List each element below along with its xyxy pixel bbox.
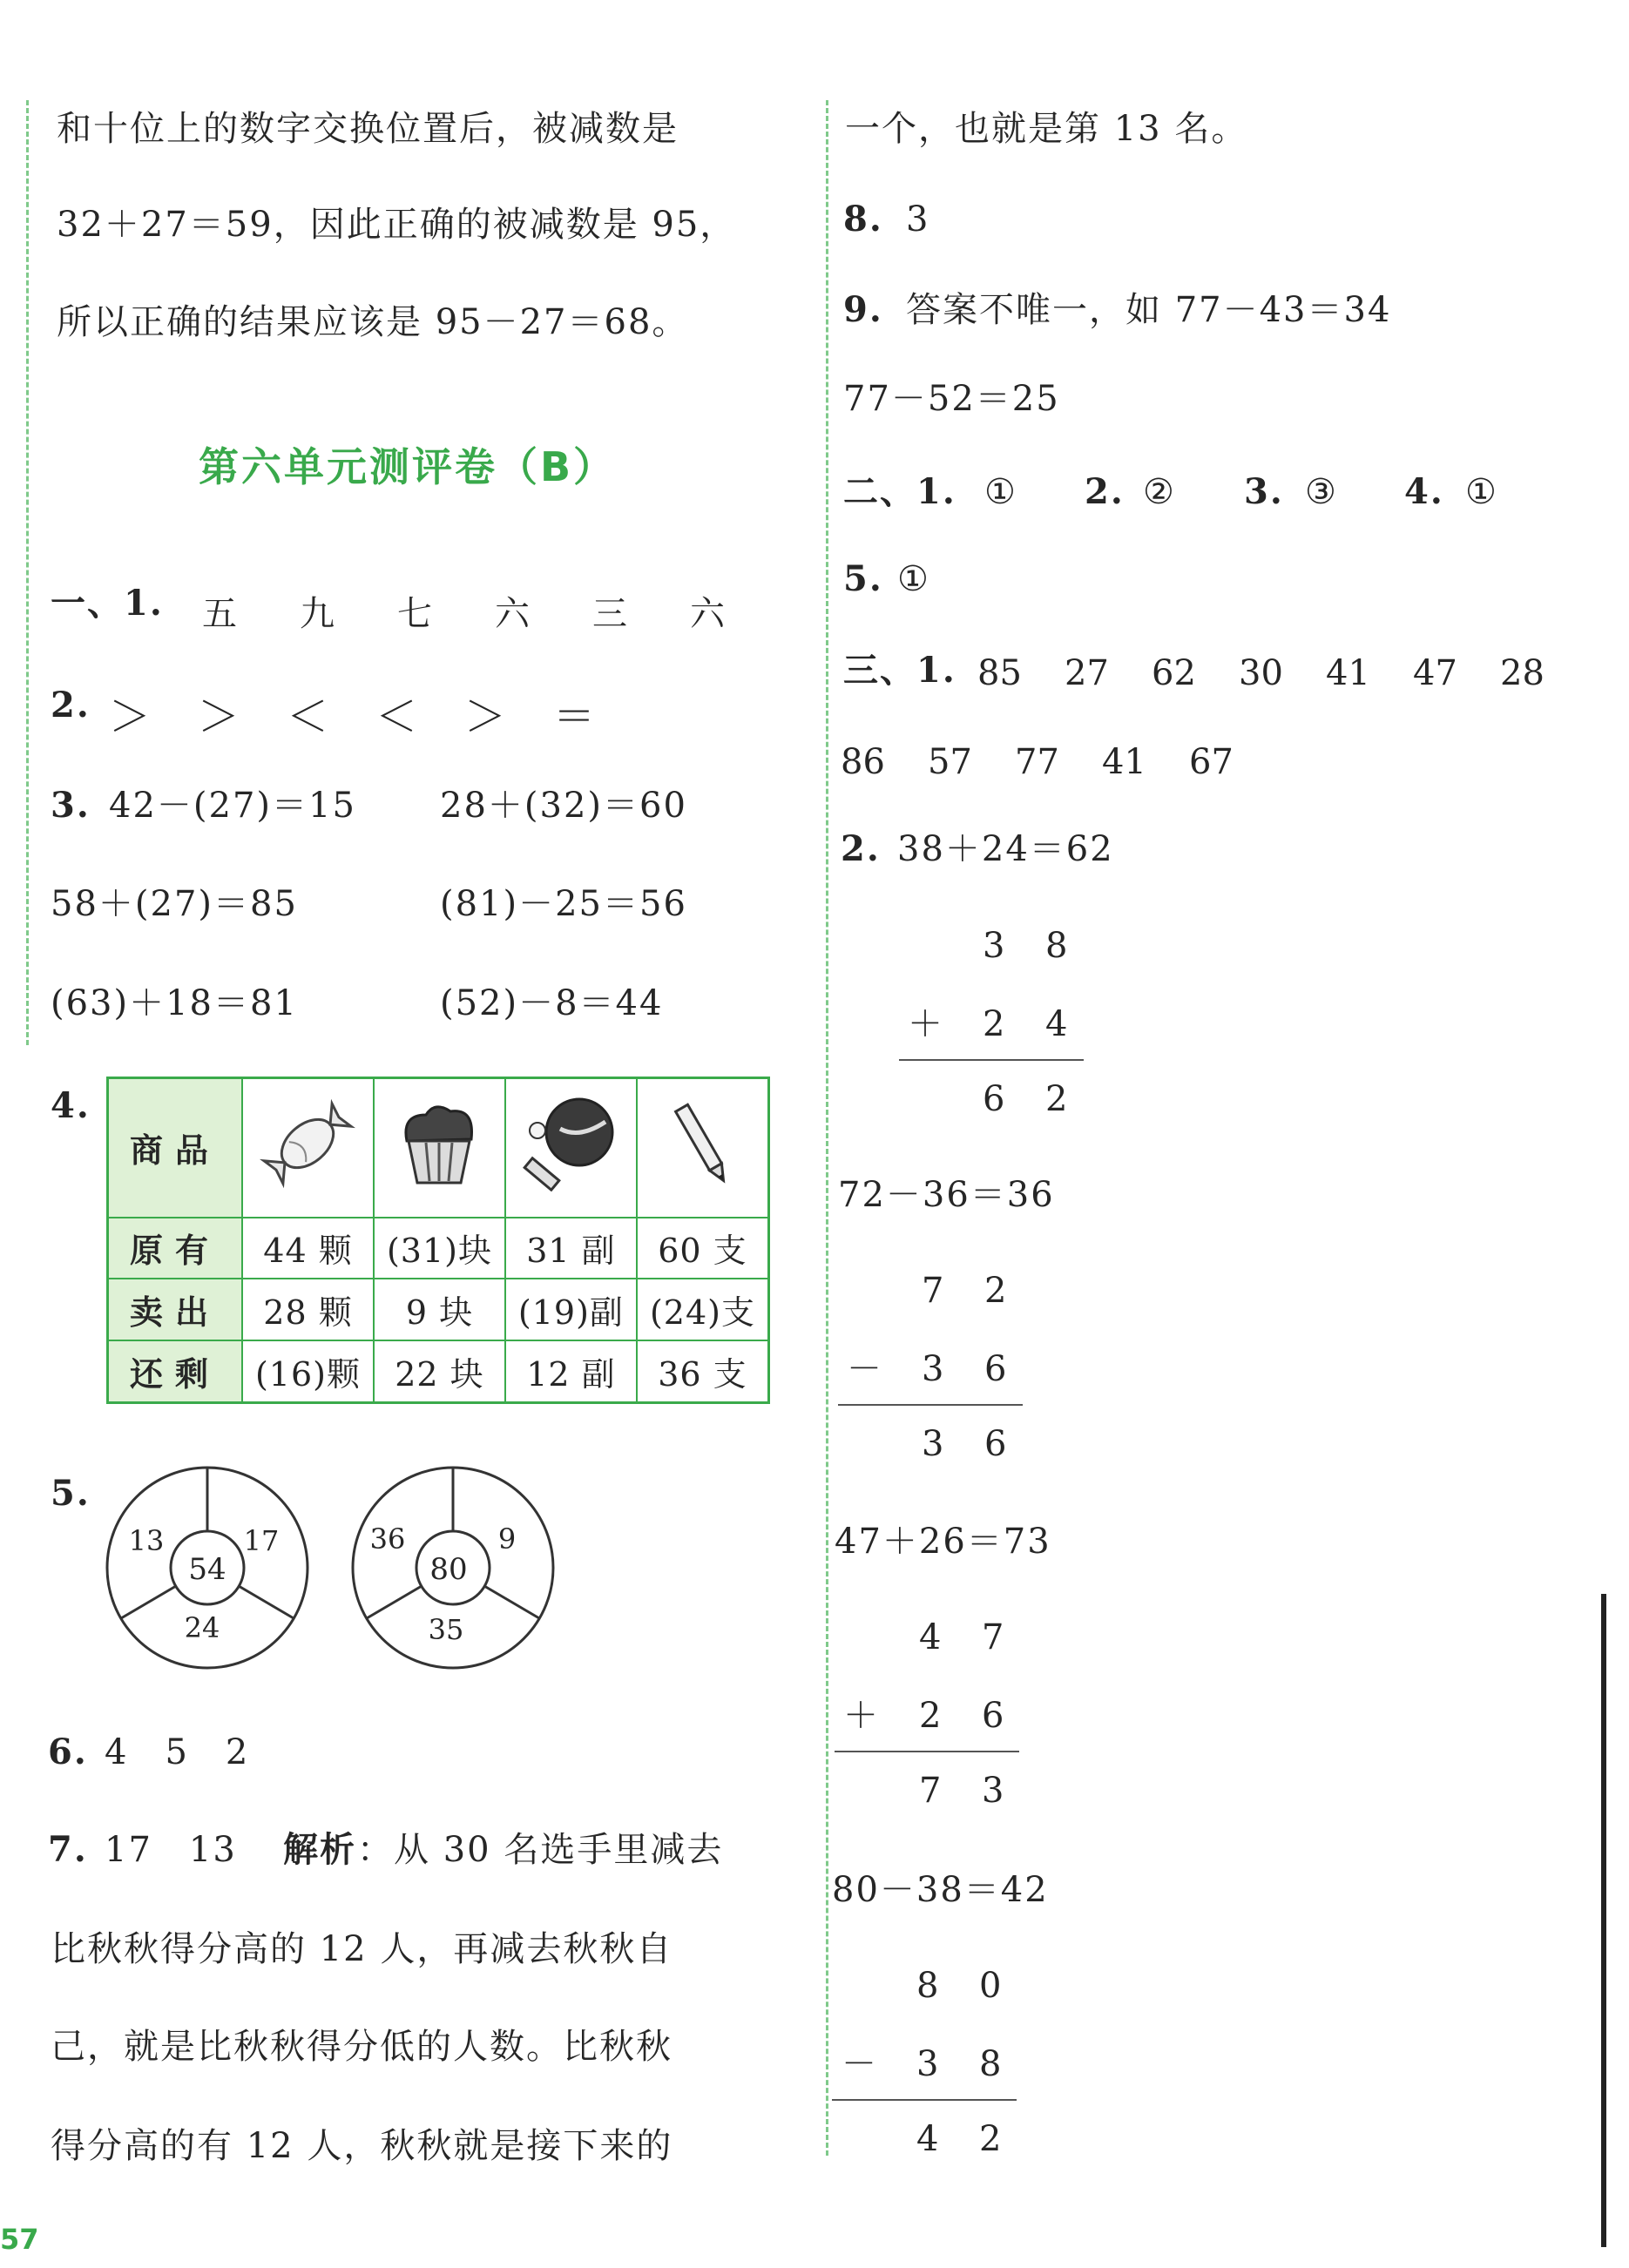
q7-explanation-4: 得分高的有 12 人，秋秋就是接下来的	[51, 2126, 673, 2166]
calc-digit: 2	[1045, 1079, 1068, 1119]
q1-1-answer: 五	[202, 594, 237, 634]
continuation-line: 一个，也就是第 13 名。	[845, 109, 1248, 149]
q3-label: 3.	[51, 785, 91, 826]
table-cell: (16)颗	[242, 1340, 374, 1402]
q3-equation: 28＋(32)＝60	[440, 786, 687, 826]
continuation-line-3: 所以正确的结果应该是 95－27＝68。	[57, 302, 689, 342]
left-margin-rule	[26, 100, 29, 1045]
row-label-sold: 卖出	[108, 1279, 243, 1340]
wheel-center-number: 80	[429, 1552, 468, 1587]
q7-explanation-3: 己，就是比秋秋得分低的人数。比秋秋	[51, 2027, 673, 2067]
choice-answer: ①	[897, 559, 930, 599]
calc-operator: －	[847, 1349, 882, 1389]
q1-1-answer: 六	[495, 594, 530, 634]
sum-answer: 41	[1102, 742, 1146, 782]
calc-digit: 3	[982, 1771, 1004, 1811]
sum-answer: 85	[977, 653, 1022, 693]
wheel-center-number: 54	[188, 1552, 226, 1587]
calc-digit: 4	[916, 2119, 939, 2159]
q7-note-label: 解析	[283, 1830, 356, 1870]
q3-equation: (63)＋18＝81	[51, 983, 298, 1023]
calc-digit: 2	[979, 2119, 1002, 2159]
calc-equation: 38＋24＝62	[897, 829, 1114, 869]
section-title: 第六单元测评卷（B）	[199, 443, 617, 490]
wheel-bottom-number: 24	[184, 1611, 220, 1644]
choice-answer: ②	[1143, 472, 1176, 512]
table-cell: (19)副	[505, 1279, 637, 1340]
s3-label: 三、1.	[843, 650, 956, 691]
q2-answers	[109, 683, 605, 743]
goods-header-cell	[242, 1078, 374, 1218]
table-cell: 28 颗	[242, 1279, 374, 1340]
s2-item-label: 4.	[1404, 471, 1444, 512]
table-cell: 60 支	[637, 1218, 769, 1279]
cupcake-icon	[391, 1096, 487, 1191]
table-cell: 36 支	[637, 1340, 769, 1402]
sum-answer: 86	[841, 742, 885, 782]
s2-label: 二、1.	[843, 471, 956, 512]
q7-label: 7.	[48, 1829, 88, 1870]
q3-equation: 42－(27)＝15	[109, 786, 356, 826]
wheel-left-number: 13	[128, 1524, 165, 1557]
number-wheel-1	[103, 1463, 312, 1672]
calc-operator: －	[842, 2044, 876, 2084]
calc-rule	[832, 2099, 1017, 2101]
choice-answer: ③	[1305, 472, 1338, 512]
wheel-right-number: 17	[243, 1524, 280, 1557]
goods-table	[106, 1077, 770, 1404]
calc-rule	[835, 1751, 1019, 1752]
sum-answer: 28	[1500, 653, 1545, 693]
calc-digit: 2	[984, 1271, 1007, 1311]
calc-digit: 3	[922, 1424, 944, 1464]
choice-answer: ①	[1465, 472, 1498, 512]
q7-answer: 17 13	[105, 1830, 237, 1870]
goods-header-cell	[374, 1078, 505, 1218]
table-cell: 44 颗	[242, 1218, 374, 1279]
q9-answer-2: 77－52＝25	[843, 379, 1060, 419]
sum-answer: 41	[1326, 653, 1370, 693]
calc-digit: 4	[919, 1617, 942, 1657]
calc-digit: 3	[983, 926, 1005, 966]
calc-equation: 47＋26＝73	[835, 1522, 1051, 1562]
candy-icon	[260, 1096, 355, 1191]
wheel-bottom-number: 35	[428, 1613, 464, 1646]
calc-rule	[838, 1404, 1023, 1406]
calc-operator: ＋	[908, 1004, 943, 1044]
s2-item-label: 5.	[843, 558, 883, 599]
q7-explanation-2: 比秋秋得分高的 12 人，再减去秋秋自	[51, 1929, 673, 1969]
table-cell: 31 副	[505, 1218, 637, 1279]
calc-digit: 6	[984, 1349, 1007, 1389]
q3-equation: (52)－8＝44	[440, 983, 664, 1023]
q1-1-answer: 七	[397, 594, 432, 634]
goods-header-cell	[505, 1078, 637, 1218]
comparison-symbol: ＞	[109, 692, 152, 741]
comparison-symbol: ＝	[553, 692, 596, 741]
calc-digit: 8	[979, 2044, 1002, 2084]
continuation-line-2: 32＋27＝59，因此正确的被减数是 95，	[57, 205, 737, 245]
q1-1-answer: 六	[690, 594, 725, 634]
table-cell: 9 块	[374, 1279, 505, 1340]
q4-label: 4.	[51, 1085, 91, 1126]
calc-digit: 3	[922, 1349, 944, 1389]
calc-digit: 4	[1045, 1004, 1068, 1044]
calc-digit: 8	[916, 1966, 939, 2006]
page-number: 57	[0, 2223, 39, 2256]
comparison-symbol: ＞	[198, 692, 240, 741]
calc-equation: 72－36＝36	[838, 1175, 1055, 1215]
sum-answer: 67	[1189, 742, 1234, 782]
q3-equation: 58＋(27)＝85	[51, 884, 298, 924]
s3-row-1	[977, 653, 1552, 693]
s3-2-label: 2.	[841, 828, 881, 869]
q2-label: 2.	[51, 685, 91, 726]
calc-operator: ＋	[843, 1696, 878, 1736]
calc-digit: 8	[1045, 926, 1068, 966]
number-wheel-2	[348, 1463, 558, 1672]
calc-digit: 6	[984, 1424, 1007, 1464]
q9-label: 9.	[843, 289, 883, 330]
s2-item-label: 3.	[1244, 471, 1284, 512]
q6-label: 6.	[48, 1731, 88, 1772]
q1-1-answers	[202, 586, 742, 636]
calc-digit: 2	[919, 1696, 942, 1736]
q8-answer: 3	[906, 199, 930, 240]
goods-header-label: 商品	[108, 1078, 243, 1218]
comparison-symbol: ＜	[287, 692, 329, 741]
wheel-right-number: 9	[497, 1522, 517, 1556]
q1-1-answer: 三	[592, 594, 627, 634]
q8-label: 8.	[843, 199, 883, 240]
calc-digit: 6	[983, 1079, 1005, 1119]
q1-1-answer: 九	[300, 594, 335, 634]
calc-rule	[899, 1059, 1084, 1061]
continuation-line-1: 和十位上的数字交换位置后，被减数是	[57, 109, 679, 149]
comparison-symbol: ＞	[464, 692, 507, 741]
sum-answer: 27	[1065, 653, 1109, 693]
pencil-icon	[659, 1096, 746, 1191]
s2-item-label: 2.	[1085, 471, 1125, 512]
row-label-remaining: 还剩	[108, 1340, 243, 1402]
s3-row-2	[841, 742, 1241, 782]
q1-1-label: 一、1.	[51, 583, 164, 624]
q9-answer: 答案不唯一，如 77－43＝34	[906, 290, 1392, 330]
calc-digit: 3	[916, 2044, 939, 2084]
comparison-symbol: ＜	[375, 692, 418, 741]
q3-equation: (81)－25＝56	[440, 884, 687, 924]
q6-answer: 4 5 2	[105, 1732, 250, 1772]
sum-answer: 62	[1152, 653, 1196, 693]
sum-answer: 47	[1413, 653, 1457, 693]
sum-answer: 30	[1239, 653, 1283, 693]
table-cell: 22 块	[374, 1340, 505, 1402]
ping-pong-paddle-icon	[518, 1096, 623, 1191]
page-edge-shadow	[1601, 1594, 1606, 2247]
column-divider	[826, 100, 828, 2156]
calc-digit: 7	[982, 1617, 1004, 1657]
calc-digit: 0	[979, 1966, 1002, 2006]
calc-digit: 6	[982, 1696, 1004, 1736]
table-cell: (24)支	[637, 1279, 769, 1340]
calc-digit: 7	[919, 1771, 942, 1811]
table-cell: (31)块	[374, 1218, 505, 1279]
sum-answer: 77	[1015, 742, 1059, 782]
sum-answer: 57	[928, 742, 972, 782]
row-label-original: 原有	[108, 1218, 243, 1279]
table-cell: 12 副	[505, 1340, 637, 1402]
q5-label: 5.	[51, 1473, 91, 1514]
calc-equation: 80－38＝42	[832, 1870, 1049, 1910]
calc-digit: 7	[922, 1271, 944, 1311]
calc-digit: 2	[983, 1004, 1005, 1044]
goods-header-cell	[637, 1078, 769, 1218]
q7-explanation-1: ：从 30 名选手里减去	[357, 1830, 724, 1870]
wheel-left-number: 36	[369, 1522, 406, 1556]
choice-answer: ①	[984, 472, 1017, 512]
